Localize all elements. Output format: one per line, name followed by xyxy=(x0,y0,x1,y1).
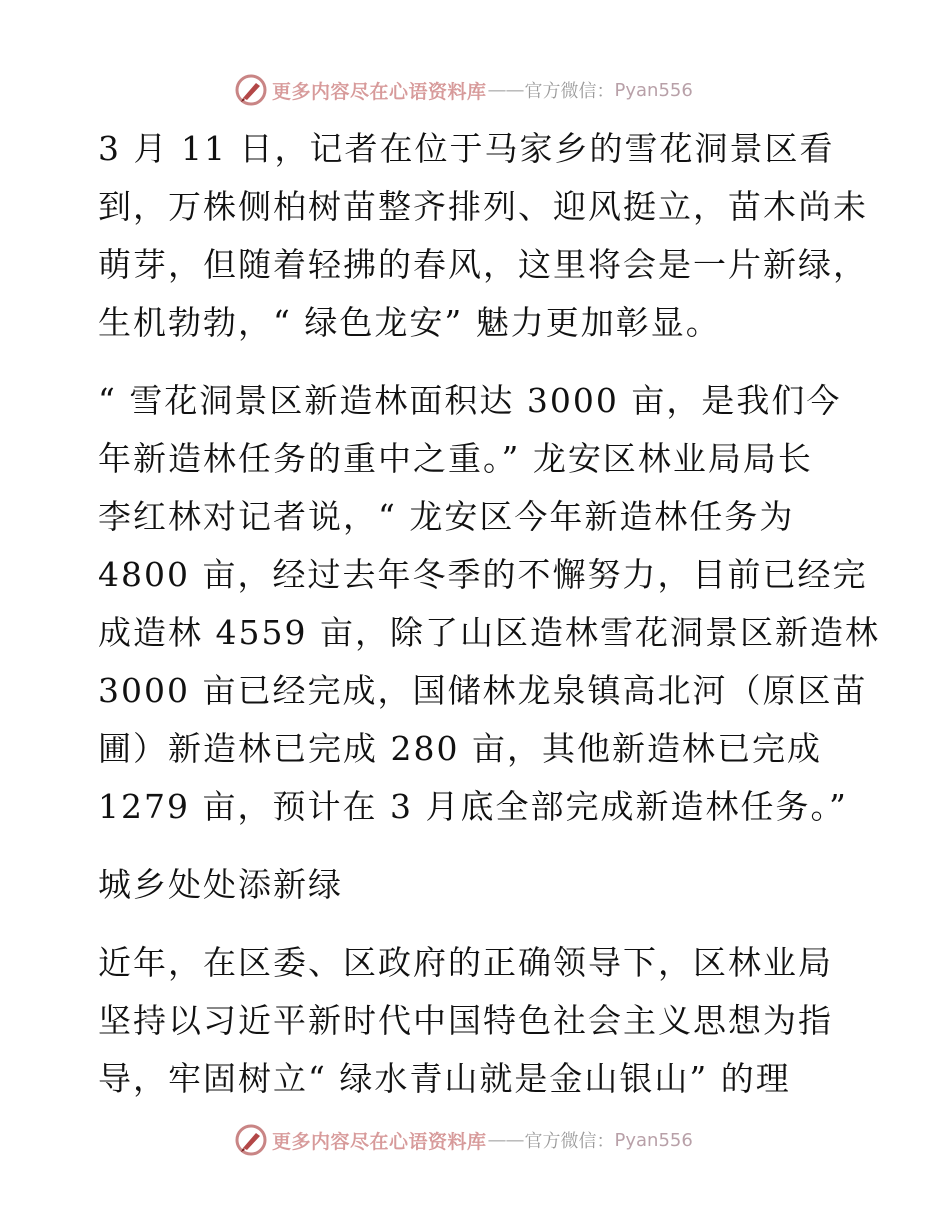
watermark-site-text: 更多内容尽在心语资料库 xyxy=(272,80,487,103)
watermark-dash: —— xyxy=(487,1129,524,1151)
text-line: 年新造林任务的重中之重。” 龙安区林业局局长 xyxy=(98,439,813,478)
pen-logo-icon xyxy=(234,73,268,107)
watermark-wechat-label: 官方微信： xyxy=(524,81,615,102)
watermark-site-text: 更多内容尽在心语资料库 xyxy=(272,1130,487,1153)
text-line: 3 月 11 日，记者在位于马家乡的雪花洞景区看 xyxy=(98,129,835,168)
text-line: 圃）新造林已完成 280 亩，其他新造林已完成 xyxy=(98,729,822,768)
text-line: 到，万株侧柏树苗整齐排列、迎风挺立，苗木尚未 xyxy=(98,187,868,226)
watermark-wechat-id: Pyan556 xyxy=(614,79,693,101)
pen-logo-icon xyxy=(234,1123,268,1157)
watermark-wechat-id: Pyan556 xyxy=(614,1129,693,1151)
text-line: 4800 亩，经过去年冬季的不懈努力，目前已经完 xyxy=(98,555,868,594)
watermark-wechat-label: 官方微信： xyxy=(524,1131,615,1152)
watermark-dash: —— xyxy=(487,79,524,101)
section-heading xyxy=(98,856,858,914)
text-line: 导，牢固树立“ 绿水青山就是金山银山” 的理 xyxy=(98,1059,791,1098)
document-body xyxy=(98,120,880,1108)
text-line: 成造林 4559 亩，除了山区造林雪花洞景区新造林 xyxy=(98,613,880,652)
text-line: 坚持以习近平新时代中国特色社会主义思想为指 xyxy=(98,1001,833,1040)
paragraph-2 xyxy=(98,372,880,836)
text-line: 近年，在区委、区政府的正确领导下，区林业局 xyxy=(98,943,833,982)
text-line: 生机勃勃，“ 绿色龙安” 魅力更加彰显。 xyxy=(98,303,721,342)
text-line: 李红林对记者说，“ 龙安区今年新造林任务为 xyxy=(98,497,795,536)
text-line: “ 雪花洞景区新造林面积达 3000 亩，是我们今 xyxy=(98,381,842,420)
header-watermark xyxy=(234,70,693,110)
text-line: 萌芽，但随着轻拂的春风，这里将会是一片新绿， xyxy=(98,245,868,284)
paragraph-3 xyxy=(98,934,858,1108)
text-line: 3000 亩已经完成，国储林龙泉镇高北河（原区苗 xyxy=(98,671,868,710)
footer-watermark xyxy=(234,1120,693,1160)
text-line: 城乡处处添新绿 xyxy=(98,865,343,904)
text-line: 1279 亩，预计在 3 月底全部完成新造林任务。” xyxy=(98,787,848,826)
paragraph-1 xyxy=(98,120,868,352)
